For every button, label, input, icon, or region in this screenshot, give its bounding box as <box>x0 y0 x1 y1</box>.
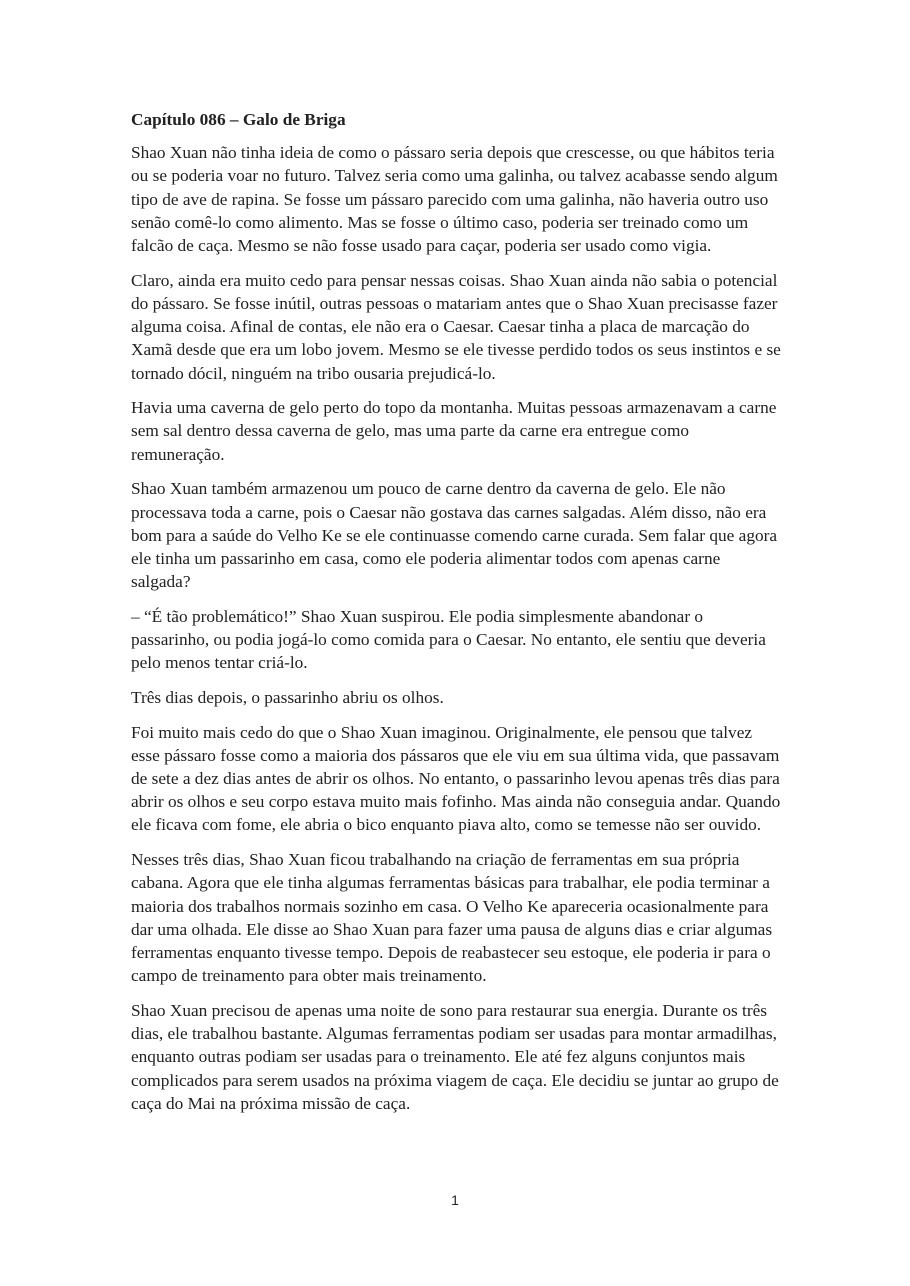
page-number: 1 <box>451 1192 459 1208</box>
paragraph-8: Nesses três dias, Shao Xuan ficou trabalhando na criação de ferramentas em sua própria cabana. Agora que ele tinha algumas ferramentas básicas para trabalhar, ele podia terminar a maioria dos trabalhos normais sozinho em casa. O Velho Ke apareceria ocasionalmente para dar uma olhada. Ele disse ao Shao Xuan para fazer uma pausa de alguns dias e criar algumas ferramentas enquanto tivesse tempo. Depois de reabastecer seu estoque, ele poderia ir para o campo de treinamento para obter mais treinamento. <box>131 850 773 986</box>
paragraph-4: Shao Xuan também armazenou um pouco de carne dentro da caverna de gelo. Ele não processava toda a carne, pois o Caesar não gostava das carnes salgadas. Além disso, não era bom para a saúde do Velho Ke se ele continuasse comendo carne curada. Sem falar que agora ele tinha um passarinho em casa, como ele poderia alimentar todos com apenas carne salgada? <box>131 479 778 592</box>
paragraph-7: Foi muito mais cedo do que o Shao Xuan imaginou. Originalmente, ele pensou que talvez esse pássaro fosse como a maioria dos pássaros que ele viu em sua última vida, que passavam de sete a dez dias antes de abrir os olhos. No entanto, o passarinho levou apenas três dias para abrir os olhos e seu corpo estava muito mais fofinho. Mas ainda não conseguia andar. Quando ele ficava com fome, ele abria o bico enquanto piava alto, como se temesse não ser ouvido. <box>131 722 781 835</box>
paragraph-2: Claro, ainda era muito cedo para pensar nessas coisas. Shao Xuan ainda não sabia o potencial do pássaro. Se fosse inútil, outras pessoas o matariam antes que o Shao Xuan precisasse fazer alguma coisa. Afinal de contas, ele não era o Caesar. Caesar tinha a placa de marcação do Xamã desde que era um lobo jovem. Mesmo se ele tivesse perdido todos os seus instintos e se tornado dócil, ninguém na tribo ousaria prejudicá-lo. <box>131 270 781 383</box>
paragraph-1: Shao Xuan não tinha ideia de como o pássaro seria depois que crescesse, ou que hábitos teria ou se poderia voar no futuro. Talvez seria como uma galinha, ou talvez acabasse sendo algum tipo de ave de rapina. Se fosse um pássaro parecido com uma galinha, não haveria outro uso senão comê-lo como alimento. Mas se fosse o último caso, poderia ser treinado como um falcão de caça. Mesmo se não fosse usado para caçar, poderia ser usado como vigia. <box>131 143 778 256</box>
chapter-title: Capítulo 086 – Galo de Briga <box>131 110 346 129</box>
paragraph-5: – “É tão problemático!” Shao Xuan suspirou. Ele podia simplesmente abandonar o passarinho, ou podia jogá-lo como comida para o Caesar. No entanto, ele sentiu que deveria pelo menos tentar criá-lo. <box>131 606 766 673</box>
paragraph-9: Shao Xuan precisou de apenas uma noite de sono para restaurar sua energia. Durante os três dias, ele trabalhou bastante. Algumas ferramentas podiam ser usadas para montar armadilhas, enquanto outras podiam ser usadas para o treinamento. Ele até fez alguns conjuntos mais complicados para serem usados na próxima viagem de caça. Ele decidiu se juntar ao grupo de caça do Mai na próxima missão de caça. <box>131 1000 779 1113</box>
paragraph-6: Três dias depois, o passarinho abriu os olhos. <box>131 687 444 707</box>
document-body <box>131 108 781 1126</box>
paragraph-3: Havia uma caverna de gelo perto do topo da montanha. Muitas pessoas armazenavam a carne sem sal dentro dessa caverna de gelo, mas uma parte da carne era entregue como remuneração. <box>131 398 777 464</box>
